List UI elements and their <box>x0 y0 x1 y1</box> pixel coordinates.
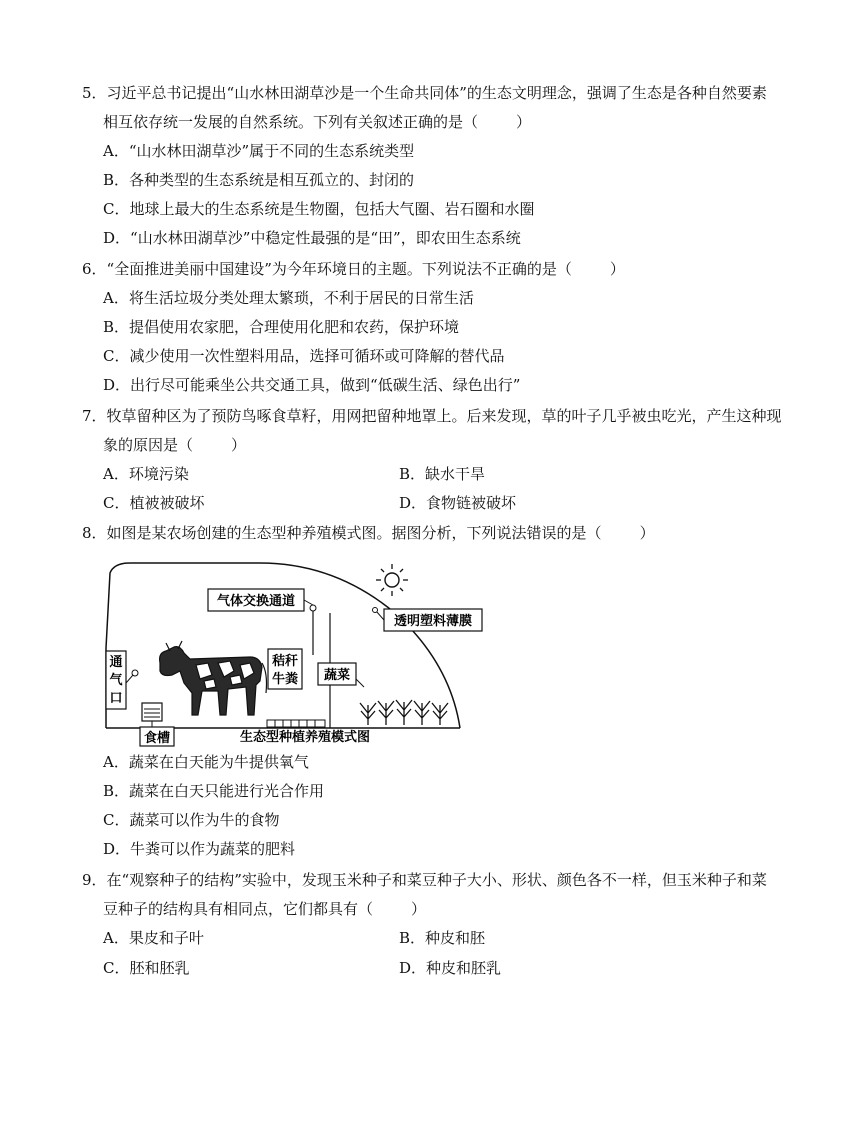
question-7-stem-line-1: 7．牧草留种区为了预防鸟啄食草籽，用网把留种地罩上。后来发现，草的叶子几乎被虫吃光，产生这种现 <box>82 407 782 425</box>
cow-icon <box>160 641 267 715</box>
question-7-stem-line-2: 象的原因是（ ） <box>103 436 247 454</box>
question-7-option-c: C．植被被破坏 <box>103 494 205 512</box>
question-5-option-d: D．“山水林田湖草沙”中稳定性最强的是“田”，即农田生态系统 <box>103 229 521 247</box>
question-5-option-c: C．地球上最大的生态系统是生物圈，包括大气圈、岩石圈和水圈 <box>103 200 535 218</box>
question-6-option-d: D．出行尽可能乘坐公共交通工具，做到“低碳生活、绿色出行” <box>103 376 521 394</box>
question-7-option-d: D．食物链被破坏 <box>399 494 517 512</box>
film-label: 透明塑料薄膜 <box>393 614 473 629</box>
question-6-option-a: A．将生活垃圾分类处理太繁琐，不利于居民的日常生活 <box>103 289 474 307</box>
question-9-stem-line-2: 豆种子的结构具有相同点，它们都具有（ ） <box>103 900 427 918</box>
question-9-option-a: A．果皮和子叶 <box>103 929 204 947</box>
question-5-option-b: B．各种类型的生态系统是相互孤立的、封闭的 <box>103 171 415 189</box>
trough-icon <box>142 703 162 721</box>
straw-mat <box>267 720 325 727</box>
vegetable-plants <box>360 700 448 725</box>
question-8-option-d: D．牛粪可以作为蔬菜的肥料 <box>103 840 296 858</box>
question-6-option-c: C．减少使用一次性塑料用品，选择可循环或可降解的替代品 <box>103 347 505 365</box>
figure-caption: 生态型种植养殖模式图 <box>239 730 371 745</box>
question-9-option-b: B．种皮和胚 <box>399 929 486 947</box>
question-5-stem-line-2: 相互依存统一发展的自然系统。下列有关叙述正确的是（ ） <box>103 113 532 131</box>
question-7-option-a: A．环境污染 <box>103 465 189 483</box>
question-5-option-a: A．“山水林田湖草沙”属于不同的生态系统类型 <box>103 142 415 160</box>
straw-label-line-2: 牛粪 <box>271 672 299 687</box>
question-6-stem: 6．“全面推进美丽中国建设”为今年环境日的主题。下列说法不正确的是（ ） <box>82 260 625 278</box>
question-6-option-b: B．提倡使用农家肥，合理使用化肥和农药，保护环境 <box>103 318 460 336</box>
vegetable-label: 蔬菜 <box>323 668 351 683</box>
question-9-option-c: C．胚和胚乳 <box>103 959 190 977</box>
trough-label: 食槽 <box>143 731 171 746</box>
question-8-option-c: C．蔬菜可以作为牛的食物 <box>103 811 280 829</box>
question-8-option-b: B．蔬菜在白天只能进行光合作用 <box>103 782 325 800</box>
question-7-option-b: B．缺水干旱 <box>399 465 486 483</box>
vent-label-line-1: 通 <box>109 655 123 670</box>
vent-label-line-3: 口 <box>109 691 123 706</box>
straw-label-line-1: 秸秆 <box>271 654 299 669</box>
question-8-option-a: A．蔬菜在白天能为牛提供氧气 <box>103 753 309 771</box>
gas-channel-node-top <box>310 605 316 611</box>
eco-farm-diagram <box>100 553 495 748</box>
vent-label-line-2: 气 <box>109 673 123 688</box>
question-9-option-d: D．种皮和胚乳 <box>399 959 502 977</box>
sun-icon <box>376 564 408 596</box>
question-8-stem: 8．如图是某农场创建的生态型种养殖模式图。据图分析，下列说法错误的是（ ） <box>82 524 655 542</box>
question-9-stem-line-1: 9．在“观察种子的结构”实验中，发现玉米种子和菜豆种子大小、形状、颜色各不一样，但玉米种子和菜 <box>82 871 767 889</box>
gas-channel-label: 气体交换通道 <box>216 594 296 609</box>
question-5-stem-line-1: 5．习近平总书记提出“山水林田湖草沙是一个生命共同体”的生态文明理念，强调了生态是各种自然要素 <box>82 84 767 102</box>
